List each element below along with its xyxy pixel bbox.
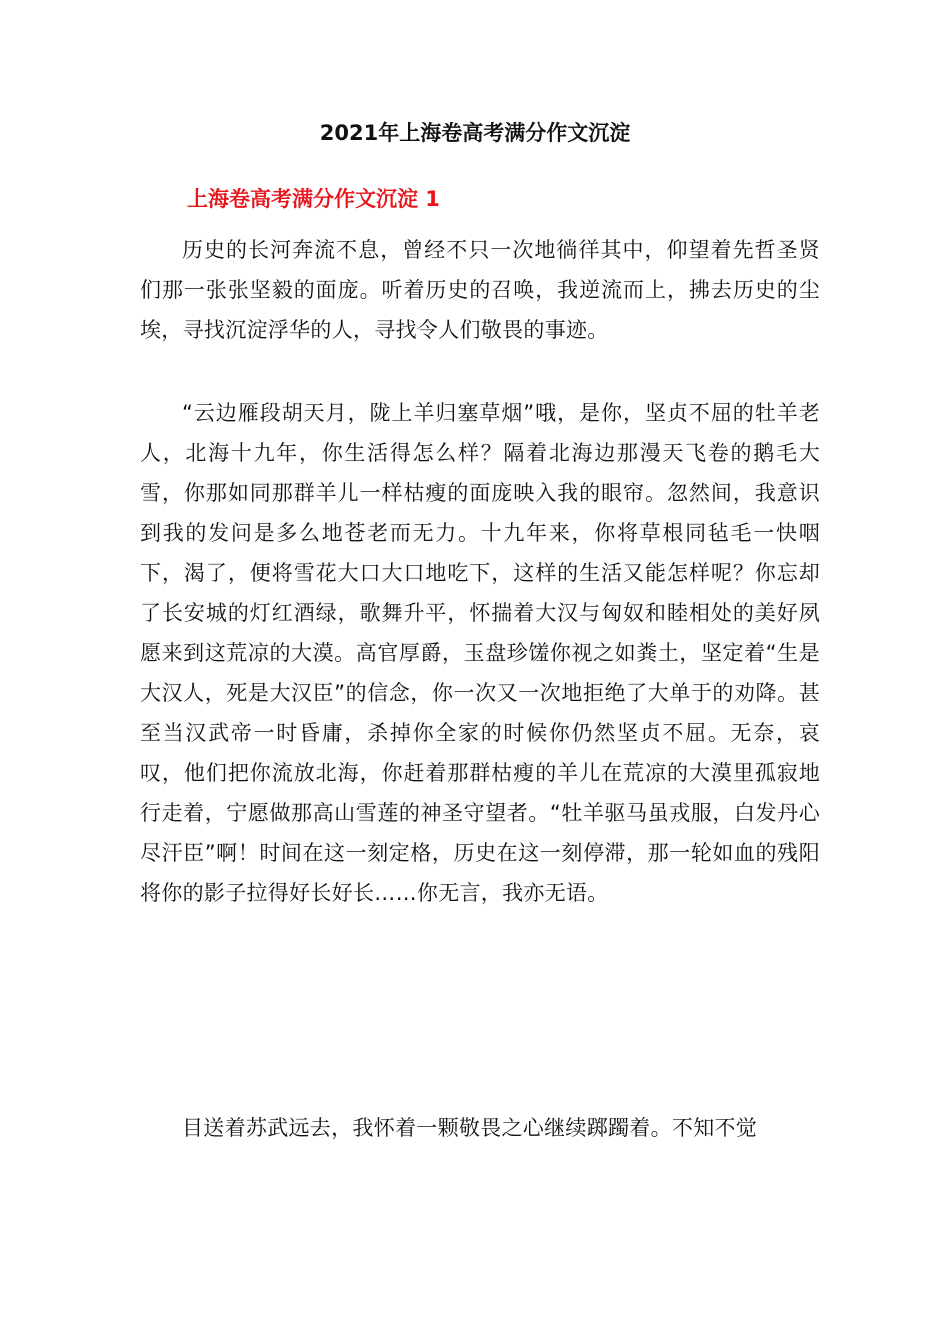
paragraph-2: “云边雁段胡天月，陇上羊归塞草烟”哦，是你，坚贞不屈的牡羊老人，北海十九年，你生活得怎么样？隔着北海边那漫天飞卷的鹅毛大雪，你那如同那群羊儿一样枯瘦的面庞映入我的眼帘。忽然间，我意识到我的发问是多么地苍老而无力。十九年来，你将草根同毡毛一快咽下，渴了，便将雪花大口大口地吃下，这样的生活又能怎样呢？你忘却了长安城的灯红酒绿，歌舞升平，怀揣着大汉与匈奴和睦相处的美好夙愿来到这荒凉的大漠。高官厚爵，玉盘珍馐你视之如粪土，坚定着“生是大汉人，死是大汉臣”的信念，你一次又一次地拒绝了大单于的劝降。甚至当汉武帝一时昏庸，杀掉你全家的时候你仍然坚贞不屈。无奈，哀叹，他们把你流放北海，你赶着那群枯瘦的羊儿在荒凉的大漠里孤寂地行走着，宁愿做那高山雪莲的神圣守望者。“牡羊驱马虽戎服，白发丹心尽汗臣”啊！时间在这一刻定格，历史在这一刻停滞，那一轮如血的残阳将你的影子拉得好长好长……你无言，我亦无语。 [140,401,820,905]
paragraph-1: 历史的长河奔流不息，曾经不只一次地徜徉其中，仰望着先哲圣贤们那一张张坚毅的面庞。听着历史的召唤，我逆流而上，拂去历史的尘埃，寻找沉淀浮华的人，寻找令人们敬畏的事迹。 [140,238,820,342]
paragraph-3: 目送着苏武远去，我怀着一颗敬畏之心继续踯躅着。不知不觉 [182,1116,758,1140]
section-heading: 上海卷高考满分作文沉淀 1 [187,187,440,211]
document-title: 2021年上海卷高考满分作文沉淀 [319,121,631,145]
